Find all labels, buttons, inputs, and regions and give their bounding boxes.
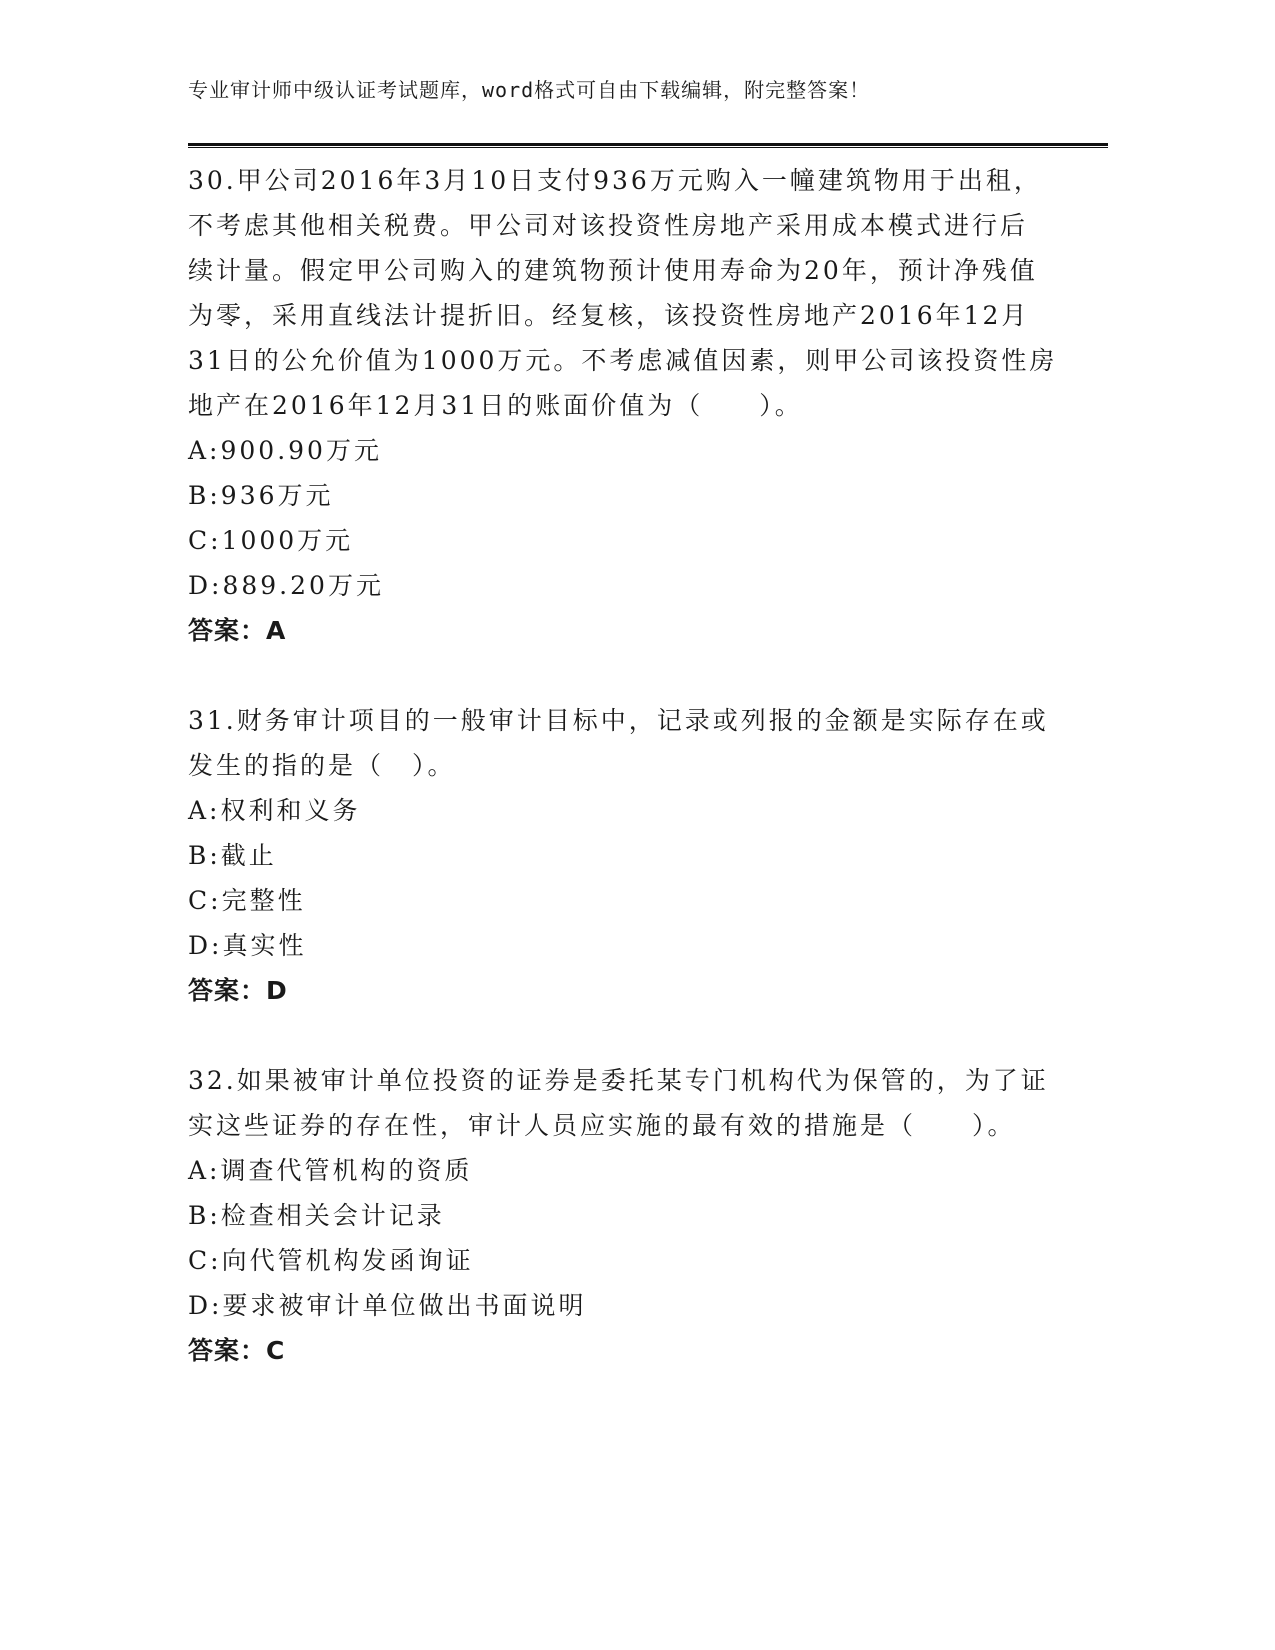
option-key: D:	[188, 571, 223, 600]
option-key: B:	[188, 841, 221, 870]
stem-line: 31日的公允价值为1000万元。不考虑减值因素，则甲公司该投资性房	[188, 346, 1058, 375]
stem-line: 31.财务审计项目的一般审计目标中，记录或列报的金额是实际存在或	[188, 706, 1049, 735]
option-text: 936万元	[220, 481, 334, 510]
option-key: C:	[188, 886, 222, 915]
stem-line: 30.甲公司2016年3月10日支付936万元购入一幢建筑物用于出租，	[188, 166, 1042, 195]
question-item	[188, 1058, 1108, 1373]
option-key: C:	[188, 526, 222, 555]
option-key: A:	[188, 1156, 221, 1185]
option-key: D:	[188, 1291, 223, 1320]
question-list	[188, 158, 1108, 1373]
option-text: 截止	[220, 841, 277, 870]
option-c	[188, 1238, 1108, 1283]
option-a	[188, 1148, 1108, 1193]
option-text: 完整性	[221, 886, 306, 915]
question-stem	[188, 1058, 1068, 1148]
option-b	[188, 473, 1108, 518]
option-c	[188, 878, 1108, 923]
stem-line: 不考虑其他相关税费。甲公司对该投资性房地产采用成本模式进行后	[188, 211, 1029, 240]
option-d	[188, 923, 1108, 968]
option-text: 向代管机构发函询证	[221, 1246, 474, 1275]
question-item	[188, 158, 1108, 653]
option-key: D:	[188, 931, 223, 960]
option-a	[188, 788, 1108, 833]
option-key: A:	[188, 796, 221, 825]
answer-label: 答案：C	[188, 1336, 286, 1365]
question-stem	[188, 698, 1068, 788]
question-stem	[188, 158, 1068, 428]
stem-line: 32.如果被审计单位投资的证券是委托某专门机构代为保管的，为了证	[188, 1066, 1049, 1095]
stem-line: 发生的指的是（ ）。	[188, 751, 456, 780]
stem-line: 为零，采用直线法计提折旧。经复核，该投资性房地产2016年12月	[188, 301, 1030, 330]
stem-line: 地产在2016年12月31日的账面价值为（ ）。	[188, 391, 803, 420]
option-text: 检查相关会计记录	[220, 1201, 445, 1230]
answer-label: 答案：D	[188, 976, 288, 1005]
option-text: 调查代管机构的资质	[220, 1156, 473, 1185]
option-key: B:	[188, 481, 221, 510]
question-spacer	[188, 1013, 1108, 1058]
option-text: 1000万元	[221, 526, 354, 555]
option-key: A:	[188, 436, 221, 465]
question-spacer	[188, 653, 1108, 698]
option-text: 900.90万元	[220, 436, 382, 465]
option-d	[188, 563, 1108, 608]
option-key: C:	[188, 1246, 222, 1275]
option-d	[188, 1283, 1108, 1328]
header-divider	[188, 143, 1108, 148]
option-c	[188, 518, 1108, 563]
option-b	[188, 833, 1108, 878]
option-text: 889.20万元	[222, 571, 384, 600]
option-a	[188, 428, 1108, 473]
option-key: B:	[188, 1201, 221, 1230]
stem-line: 实这些证券的存在性，审计人员应实施的最有效的措施是（ ）。	[188, 1111, 1016, 1140]
option-text: 权利和义务	[220, 796, 361, 825]
question-item	[188, 698, 1108, 1013]
option-text: 要求被审计单位做出书面说明	[222, 1291, 587, 1320]
answer-label: 答案：A	[188, 616, 287, 645]
option-b	[188, 1193, 1108, 1238]
stem-line: 续计量。假定甲公司购入的建筑物预计使用寿命为20年，预计净残值	[188, 256, 1038, 285]
page-header-text: 专业审计师中级认证考试题库，word格式可自由下载编辑，附完整答案！	[188, 78, 871, 102]
option-text: 真实性	[222, 931, 307, 960]
